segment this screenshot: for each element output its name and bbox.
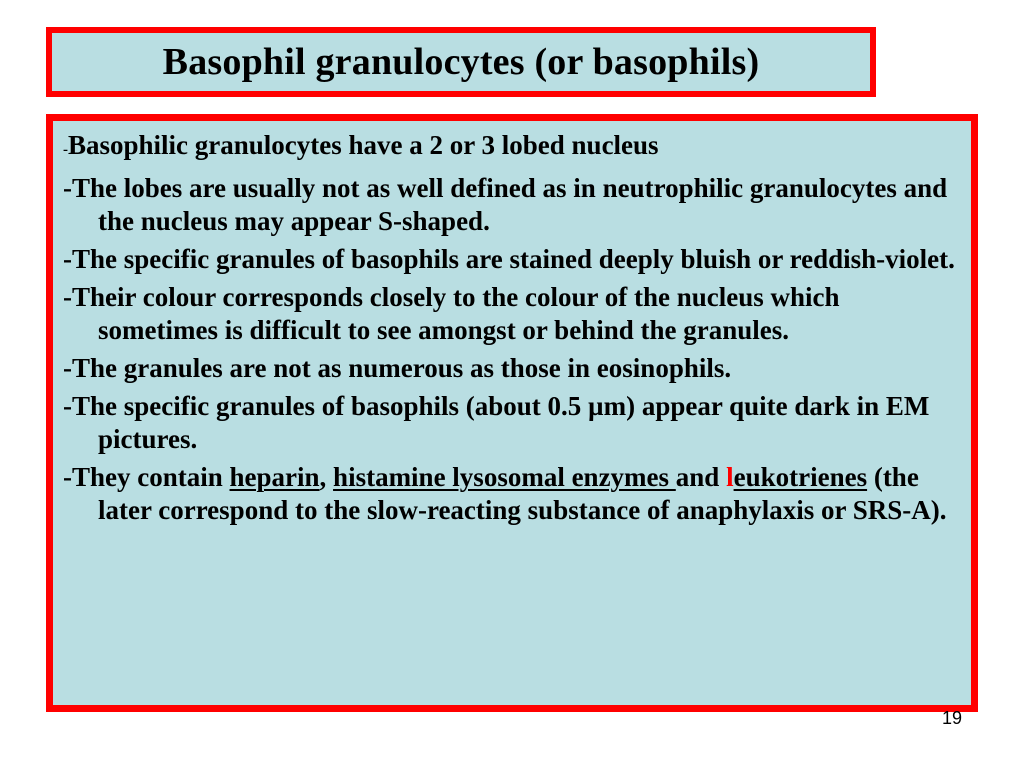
contents-and: and	[675, 462, 727, 492]
heparin-link[interactable]: heparin	[229, 462, 320, 492]
bullet-nucleus-lobes	[63, 129, 963, 167]
page-number: 19	[941, 708, 962, 728]
bullet-granule-staining: -The specific granules of basophils are stained deeply bluish or reddish-violet.	[63, 244, 955, 274]
bullet-dash: -	[63, 142, 68, 158]
leukotrienes-link[interactable]: eukotrienes	[733, 462, 868, 492]
contents-separator: ,	[319, 462, 334, 492]
bullet-granule-contents	[63, 461, 963, 527]
bullet-list	[63, 129, 963, 532]
histamine-link[interactable]: histamine lysosomal enzymes	[333, 462, 676, 492]
bullet-granule-colour: -Their colour corresponds closely to the colour of the nucleus which sometimes is difficult to see amongst or behind the granules.	[63, 282, 840, 345]
slide-title: Basophil granulocytes (or basophils)	[162, 41, 760, 83]
bullet-text: Basophilic granulocytes have a 2 or 3 lobed nucleus	[68, 130, 659, 160]
contents-suffix: (the later correspond to the slow-reacting substance of anaphylaxis or SRS-A).	[98, 462, 947, 525]
bullet-granule-em: -The specific granules of basophils (about 0.5 µm) appear quite dark in EM pictures.	[63, 391, 930, 454]
bullet-lobes-definition: -The lobes are usually not as well defined as in neutrophilic granulocytes and the nucleus may appear S-shaped.	[63, 173, 948, 236]
title-box	[46, 27, 876, 97]
content-box	[46, 114, 978, 712]
contents-prefix: -They contain	[63, 462, 230, 492]
leukotrienes-initial: l	[726, 462, 734, 492]
bullet-granule-number: -The granules are not as numerous as those in eosinophils.	[63, 353, 732, 383]
